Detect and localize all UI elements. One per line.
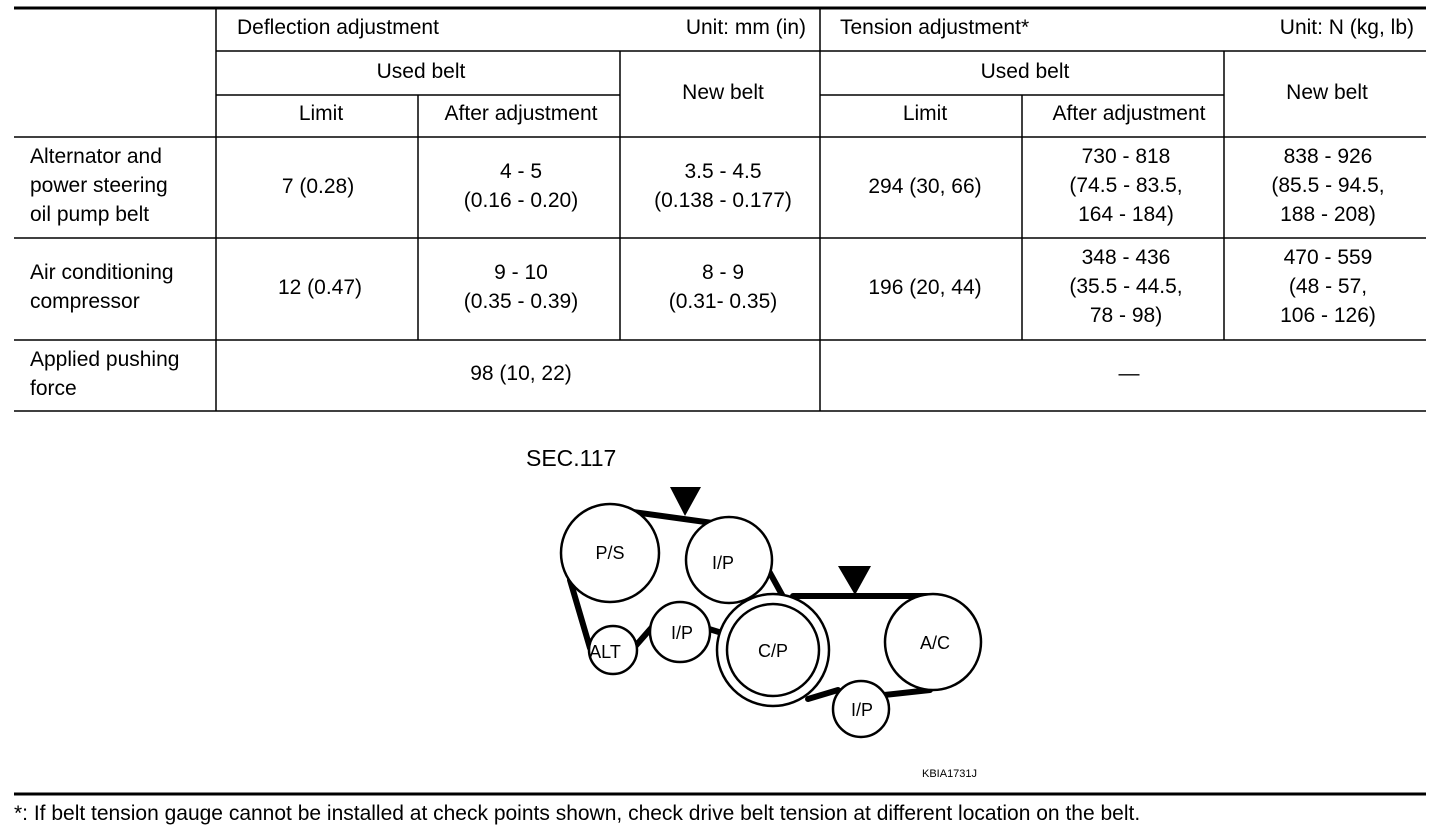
check-point-arrow-upper xyxy=(670,487,701,516)
row-label-line: compressor xyxy=(30,290,140,313)
tension-after-value: 348 - 436 xyxy=(1081,246,1171,269)
deflection-limit-value: 12 (0.47) xyxy=(277,276,363,299)
tension-after-value: 164 - 184) xyxy=(1078,203,1174,226)
ip-middle-label: I/P xyxy=(670,623,694,643)
tension-limit-value: 196 (20, 44) xyxy=(868,276,982,299)
ip-bottom-label: I/P xyxy=(850,700,874,720)
tension-new-value: (85.5 - 94.5, xyxy=(1271,174,1385,197)
tension-after-value: (35.5 - 44.5, xyxy=(1069,275,1183,298)
check-point-arrow-ac xyxy=(838,566,871,595)
deflection-new-belt-header: New belt xyxy=(682,81,764,104)
tension-new-value: 188 - 208) xyxy=(1280,203,1376,226)
row-label-line: power steering xyxy=(30,174,168,197)
deflection-limit-value: 7 (0.28) xyxy=(281,175,355,198)
deflection-limit-header: Limit xyxy=(298,102,344,125)
tension-limit-value: 294 (30, 66) xyxy=(868,175,982,198)
tension-new-value: (48 - 57, xyxy=(1288,275,1368,298)
tension-used-belt-header: Used belt xyxy=(980,60,1070,83)
row-label-line: Applied pushing xyxy=(30,348,180,371)
deflection-after-value: 9 - 10 xyxy=(494,261,548,284)
deflection-new-value: (0.31- 0.35) xyxy=(668,290,778,313)
figure-code: KBIA1731J xyxy=(922,768,978,780)
ac-label: A/C xyxy=(919,633,951,653)
ip-top-label: I/P xyxy=(711,553,735,573)
ps-label: P/S xyxy=(595,543,625,563)
tension-after-value: (74.5 - 83.5, xyxy=(1069,174,1183,197)
tension-new-value: 106 - 126) xyxy=(1280,304,1376,327)
deflection-unit-label: Unit: mm (in) xyxy=(685,16,806,39)
tension-after-value: 730 - 818 xyxy=(1081,145,1171,168)
tension-limit-header: Limit xyxy=(902,102,948,125)
alt-label: ALT xyxy=(589,642,621,662)
deflection-after-adjustment-header: After adjustment xyxy=(444,102,598,125)
section-number: SEC.117 xyxy=(526,445,617,471)
tension-after-adjustment-header: After adjustment xyxy=(1052,102,1206,125)
row-label-line: Air conditioning xyxy=(30,261,174,284)
cp-label: C/P xyxy=(757,641,789,661)
deflection-after-value: (0.16 - 0.20) xyxy=(463,189,579,212)
footnote: *: If belt tension gauge cannot be installed at check points shown, check drive belt tension at different location on the belt. xyxy=(14,802,1141,825)
tension-unit-label: Unit: N (kg, lb) xyxy=(1279,16,1414,39)
deflection-new-value: (0.138 - 0.177) xyxy=(654,189,792,212)
tension-adjustment-header: Tension adjustment* xyxy=(840,16,1030,39)
deflection-new-value: 3.5 - 4.5 xyxy=(684,160,762,183)
tension-new-value: 838 - 926 xyxy=(1283,145,1373,168)
tension-after-value: 78 - 98) xyxy=(1089,304,1163,327)
pushing-force-tension-value: — xyxy=(1118,362,1140,385)
tension-new-value: 470 - 559 xyxy=(1283,246,1373,269)
deflection-used-belt-header: Used belt xyxy=(376,60,466,83)
deflection-after-value: (0.35 - 0.39) xyxy=(463,290,579,313)
deflection-new-value: 8 - 9 xyxy=(701,261,745,284)
row-label-line: force xyxy=(30,377,77,400)
deflection-adjustment-header: Deflection adjustment xyxy=(237,16,439,39)
tension-new-belt-header: New belt xyxy=(1286,81,1368,104)
deflection-after-value: 4 - 5 xyxy=(499,160,543,183)
row-label-line: oil pump belt xyxy=(30,203,150,226)
row-label-line: Alternator and xyxy=(30,145,162,168)
pushing-force-deflection-value: 98 (10, 22) xyxy=(470,362,572,385)
